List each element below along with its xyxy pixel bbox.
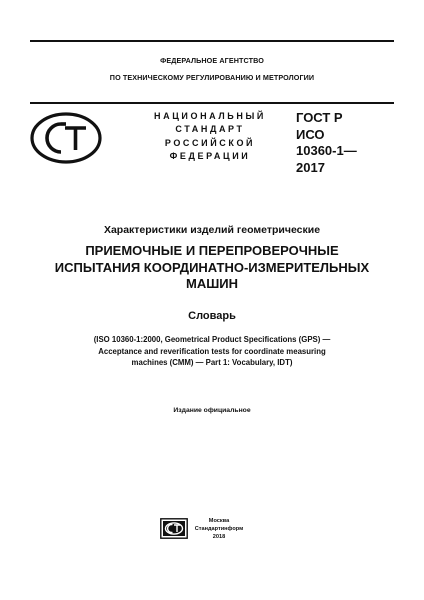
publisher-city: Москва xyxy=(208,518,230,524)
standard-designation xyxy=(296,110,396,176)
standard-title-line: ФЕДЕРАЦИИ xyxy=(169,151,251,162)
standard-title xyxy=(140,110,280,164)
document-main-title xyxy=(20,243,404,293)
edition-note: Издание официальное xyxy=(173,407,251,414)
main-title-line: МАШИН xyxy=(185,276,238,291)
standard-title-line: НАЦИОНАЛЬНЫЙ xyxy=(154,111,266,121)
publisher-block xyxy=(191,517,247,542)
document-subtitle: Характеристики изделий геометрические xyxy=(103,224,321,236)
header-bottom-rule xyxy=(30,102,394,104)
gost-r-emblem-icon xyxy=(30,112,102,164)
iso-reference-line: machines (CMM) — Part 1: Vocabulary, IDT) xyxy=(131,358,293,367)
designation-line: ГОСТ Р xyxy=(296,110,343,125)
standard-title-line: СТАНДАРТ xyxy=(175,124,245,135)
iso-reference xyxy=(40,334,384,369)
designation-line: 10360-1— xyxy=(296,143,357,158)
iso-reference-line: (ISO 10360-1:2000, Geometrical Product Specifications (GPS) — xyxy=(93,335,331,344)
main-title-line: ИСПЫТАНИЯ КООРДИНАТНО-ИЗМЕРИТЕЛЬНЫХ xyxy=(54,259,370,275)
agency-line-2: ПО ТЕХНИЧЕСКОМУ РЕГУЛИРОВАНИЮ И МЕТРОЛОГИИ xyxy=(109,73,315,82)
standartinform-logo-icon xyxy=(160,518,188,539)
standard-title-line: РОССИЙСКОЙ xyxy=(164,137,256,148)
designation-line: ИСО xyxy=(296,126,325,142)
publication-year: 2018 xyxy=(212,534,226,541)
designation-line: 2017 xyxy=(296,159,325,175)
document-type: Словарь xyxy=(188,310,236,322)
publisher-name: Стандартинформ xyxy=(194,526,244,533)
top-rule xyxy=(30,40,394,42)
iso-reference-line: Acceptance and reverification tests for coordinate measuring xyxy=(98,346,326,356)
agency-line-1: ФЕДЕРАЛЬНОЕ АГЕНТСТВО xyxy=(160,56,264,65)
main-title-line: ПРИЕМОЧНЫЕ И ПЕРЕПРОВЕРОЧНЫЕ xyxy=(85,243,339,258)
